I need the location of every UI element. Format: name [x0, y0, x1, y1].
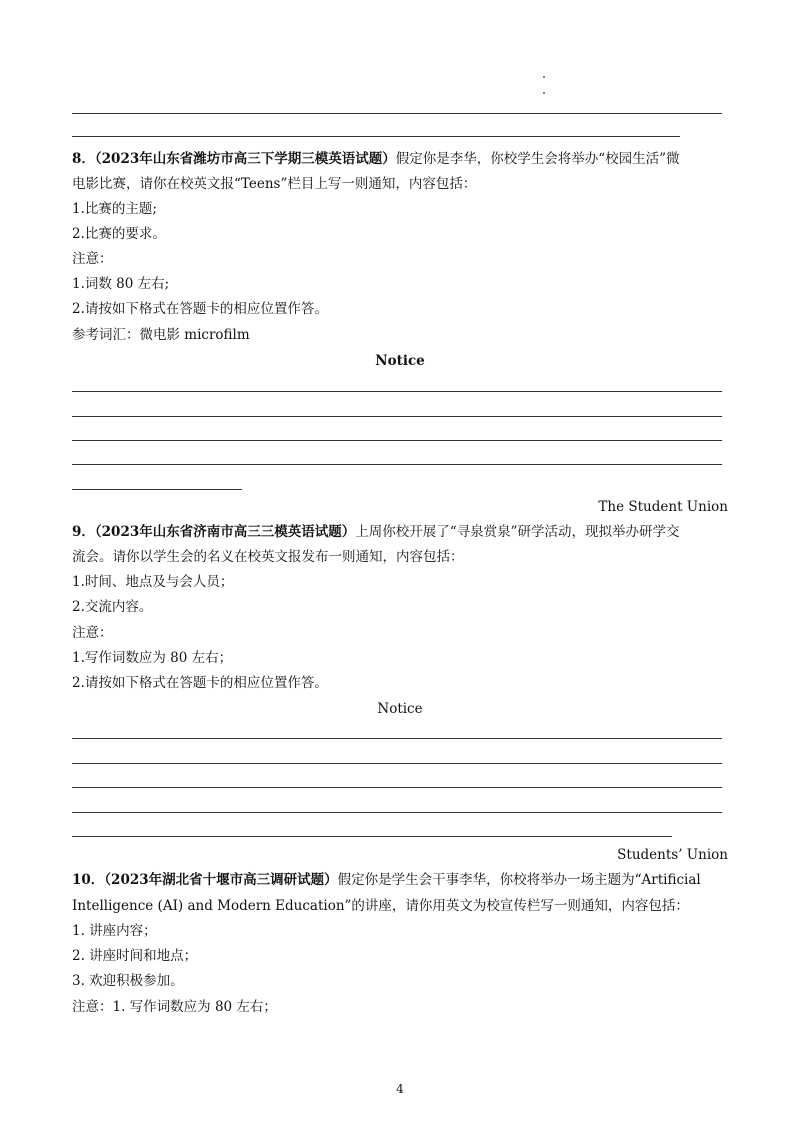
page-number: 4: [396, 1082, 404, 1096]
vocab-hint: 参考词汇：微电影 microfilm: [72, 327, 250, 343]
notice-signature: Students’ Union: [617, 847, 728, 863]
question-number: 9．: [72, 524, 95, 540]
answer-line: [72, 836, 672, 837]
note-item: 2.请按如下格式在答题卡的相应位置作答。: [72, 675, 328, 691]
question-8-prompt-line1: [72, 150, 680, 168]
content-item: 3. 欢迎积极参加。: [72, 973, 184, 989]
answer-line: [72, 440, 722, 441]
notice-heading: Notice: [375, 353, 425, 369]
note-label: 注意：: [72, 625, 113, 641]
question-source: （2023年山东省潍坊市高三下学期三模英语试题）: [94, 151, 396, 167]
question-prompt: 假定你是李华，你校学生会将举办“校园生活”微: [395, 151, 680, 167]
content-item: 1.时间、地点及与会人员；: [72, 574, 234, 590]
answer-line: [72, 113, 722, 114]
answer-line: [72, 136, 680, 137]
answer-line: [72, 812, 722, 813]
question-source: （2023年山东省济南市高三三模英语试题）: [94, 524, 356, 540]
content-item: 2.交流内容。: [72, 599, 153, 615]
note-item: 1.写作词数应为 80 左右；: [72, 650, 233, 666]
note-label: 注意：: [72, 251, 113, 267]
question-prompt: 上周你校开展了“寻泉赏泉”研学活动，现拟举办研学交: [355, 524, 680, 540]
answer-line: [72, 416, 722, 417]
answer-line: [72, 787, 722, 788]
content-item: 1. 讲座内容；: [72, 923, 157, 939]
scan-speck: [543, 92, 545, 94]
question-8-prompt-line2: 电影比赛，请你在校英文报“Teens”栏目上写一则通知，内容包括：: [72, 176, 477, 192]
question-prompt: 假定你是学生会干事李华，你校将举办一场主题为“Artificial: [337, 872, 701, 888]
answer-line: [72, 763, 722, 764]
question-9-prompt-line2: 流会。请你以学生会的名义在校英文报发布一则通知，内容包括：: [72, 549, 464, 565]
content-item: 2. 讲座时间和地点；: [72, 948, 198, 964]
scan-speck: [543, 76, 545, 78]
notice-signature: The Student Union: [598, 499, 728, 515]
content-item: 1.比赛的主题;: [72, 201, 157, 217]
question-10-prompt-line1: [72, 871, 701, 889]
answer-line: [72, 391, 722, 392]
note-item: 1.词数 80 左右;: [72, 276, 170, 292]
notice-heading: Notice: [377, 701, 423, 717]
question-number: 8．: [72, 151, 95, 167]
note-item: 2.请按如下格式在答题卡的相应位置作答。: [72, 301, 328, 317]
note-item: 注意：1. 写作词数应为 80 左右；: [72, 999, 277, 1015]
question-source: （2023年湖北省十堰市高三调研试题）: [104, 872, 338, 888]
content-item: 2.比赛的要求。: [72, 226, 166, 242]
answer-line: [72, 464, 722, 465]
question-10-prompt-line2: Intelligence (AI) and Modern Education”的讲座，请你用英文为校宣传栏写一则通知，内容包括：: [72, 898, 689, 914]
answer-line: [72, 489, 242, 490]
question-number: 10．: [72, 872, 105, 888]
question-9-prompt-line1: [72, 523, 680, 541]
answer-line: [72, 738, 722, 739]
